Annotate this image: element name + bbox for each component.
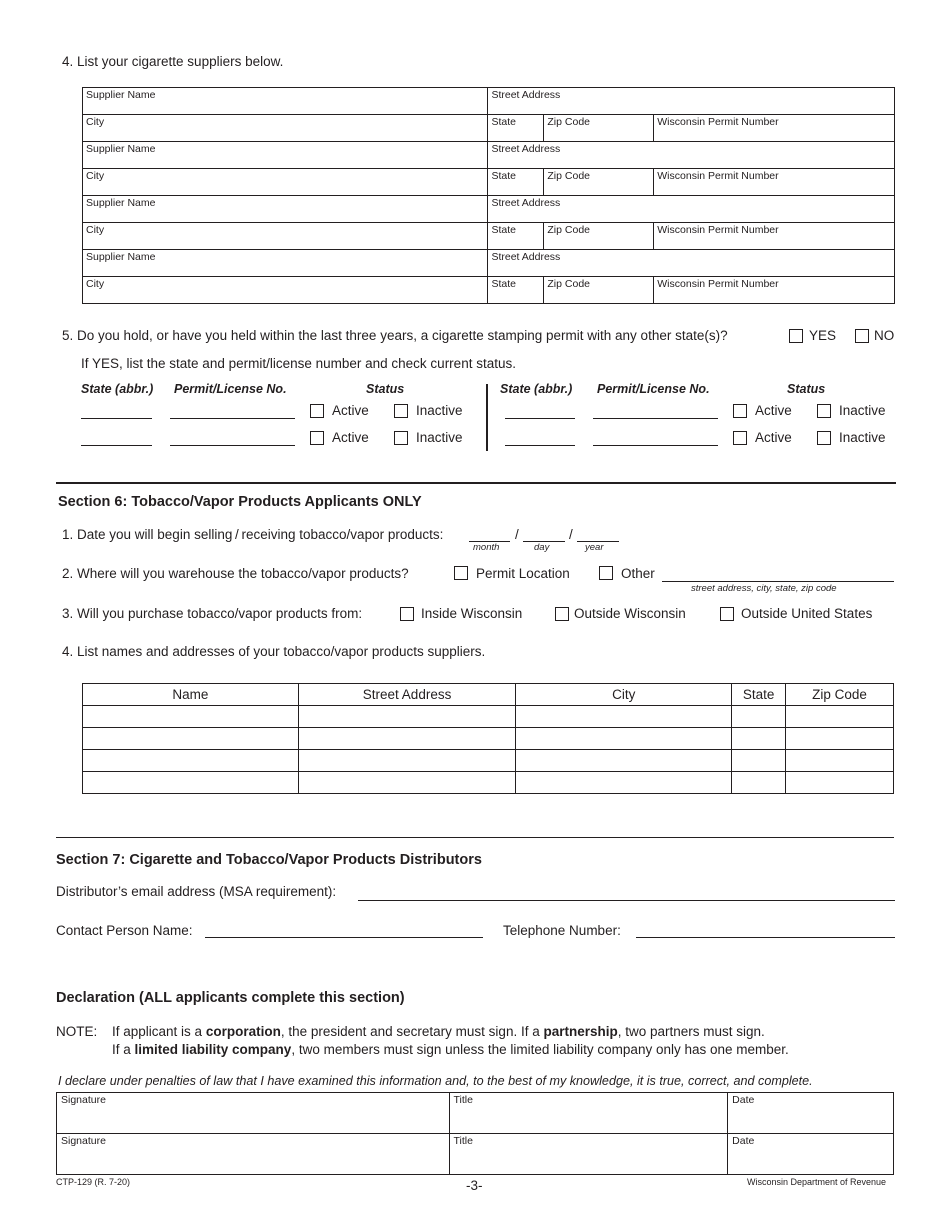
permit-location-checkbox[interactable] (454, 566, 468, 580)
state-input-cell[interactable] (732, 750, 786, 772)
header-street-address: Street Address (298, 684, 516, 706)
street-address-input-cell[interactable] (298, 706, 516, 728)
outside-us-checkbox[interactable] (720, 607, 734, 621)
name-input-cell[interactable] (83, 728, 299, 750)
supplier-name-cell[interactable]: Supplier Name (83, 250, 488, 277)
date-slash-1: / (515, 527, 519, 542)
phone-label: Telephone Number: (503, 923, 621, 938)
zip-code-input-cell[interactable] (786, 706, 894, 728)
permit-license-field[interactable] (593, 418, 718, 419)
tobacco-supplier-table (82, 683, 894, 794)
phone-field[interactable] (636, 937, 895, 938)
other-address-field[interactable] (662, 581, 894, 582)
no-label: NO (874, 328, 895, 343)
zip-cell[interactable]: Zip Code (544, 115, 654, 142)
col-state-header: State (abbr.) (500, 382, 573, 396)
name-input-cell[interactable] (83, 750, 299, 772)
city-cell[interactable]: City (83, 223, 488, 250)
active-label: Active (332, 403, 369, 418)
name-input-cell[interactable] (83, 706, 299, 728)
state-abbr-field[interactable] (505, 445, 575, 446)
active-label: Active (755, 430, 792, 445)
q4-label: 4. List your cigarette suppliers below. (62, 54, 284, 69)
state-cell[interactable]: State (488, 223, 544, 250)
street-address-input-cell[interactable] (298, 750, 516, 772)
permit-number-cell[interactable]: Wisconsin Permit Number (654, 169, 895, 196)
q5-sub: If YES, list the state and permit/license number and check current status. (81, 356, 516, 371)
col-permit-header: Permit/License No. (597, 382, 710, 396)
day-hint: day (534, 542, 550, 553)
permit-number-cell[interactable]: Wisconsin Permit Number (654, 223, 895, 250)
active-checkbox[interactable] (310, 431, 324, 445)
active-checkbox[interactable] (733, 431, 747, 445)
city-input-cell[interactable] (516, 772, 732, 794)
zip-code-input-cell[interactable] (786, 772, 894, 794)
email-field[interactable] (358, 900, 895, 901)
column-divider (486, 384, 488, 451)
form-id: CTP-129 (R. 7-20) (56, 1177, 131, 1187)
state-input-cell[interactable] (732, 772, 786, 794)
month-hint: month (473, 542, 500, 553)
section-divider (56, 482, 896, 484)
email-label: Distributor’s email address (MSA requirement): (56, 884, 337, 899)
signature-cell[interactable]: Signature (57, 1093, 450, 1134)
city-input-cell[interactable] (516, 706, 732, 728)
street-address-cell[interactable]: Street Address (488, 196, 895, 223)
yes-checkbox[interactable] (789, 329, 803, 343)
other-address-hint: street address, city, state, zip code (691, 583, 837, 594)
inactive-checkbox[interactable] (817, 431, 831, 445)
city-cell[interactable]: City (83, 169, 488, 196)
date-cell[interactable]: Date (728, 1093, 894, 1134)
no-checkbox[interactable] (855, 329, 869, 343)
inactive-label: Inactive (416, 430, 463, 445)
section7-title: Section 7: Cigarette and Tobacco/Vapor Products Distributors (56, 852, 482, 868)
zip-cell[interactable]: Zip Code (544, 169, 654, 196)
title-cell[interactable]: Title (449, 1093, 728, 1134)
supplier-name-cell[interactable]: Supplier Name (83, 142, 488, 169)
signature-cell[interactable]: Signature (57, 1134, 450, 1175)
state-cell[interactable]: State (488, 169, 544, 196)
inactive-checkbox[interactable] (394, 404, 408, 418)
declaration-statement: I declare under penalties of law that I have examined this information and, to the best of my knowledge, it is true, correct, and complete. (58, 1074, 813, 1088)
state-cell[interactable]: State (488, 277, 544, 304)
outside-us-label: Outside United States (741, 606, 873, 621)
col-status-header: Status (787, 382, 826, 396)
other-checkbox[interactable] (599, 566, 613, 580)
s6-q1-label: 1. Date you will begin selling / receiving tobacco/vapor products: (62, 527, 444, 542)
s6-q3-label: 3. Will you purchase tobacco/vapor products from: (62, 606, 363, 621)
date-cell[interactable]: Date (728, 1134, 894, 1175)
header-city: City (516, 684, 732, 706)
outside-wisconsin-label: Outside Wisconsin (574, 606, 686, 621)
city-input-cell[interactable] (516, 750, 732, 772)
title-cell[interactable]: Title (449, 1134, 728, 1175)
street-address-input-cell[interactable] (298, 728, 516, 750)
zip-cell[interactable]: Zip Code (544, 223, 654, 250)
city-cell[interactable]: City (83, 277, 488, 304)
header-zip-code: Zip Code (786, 684, 894, 706)
inactive-label: Inactive (416, 403, 463, 418)
active-checkbox[interactable] (733, 404, 747, 418)
inactive-checkbox[interactable] (817, 404, 831, 418)
outside-wisconsin-checkbox[interactable] (555, 607, 569, 621)
note-line-2: If a limited liability company, two members must sign unless the limited liability company only has one member. (112, 1042, 789, 1057)
zip-code-input-cell[interactable] (786, 728, 894, 750)
supplier-name-cell[interactable]: Supplier Name (83, 196, 488, 223)
agency-name: Wisconsin Department of Revenue (747, 1177, 887, 1187)
permit-license-field[interactable] (593, 445, 718, 446)
cigarette-supplier-table (82, 87, 895, 304)
year-hint: year (585, 542, 604, 553)
city-input-cell[interactable] (516, 728, 732, 750)
permit-license-field[interactable] (170, 445, 295, 446)
date-slash-2: / (569, 527, 573, 542)
state-abbr-field[interactable] (505, 418, 575, 419)
permit-location-label: Permit Location (476, 566, 570, 581)
state-input-cell[interactable] (732, 728, 786, 750)
zip-code-input-cell[interactable] (786, 750, 894, 772)
permit-license-field[interactable] (170, 418, 295, 419)
table-row (83, 706, 894, 728)
note-line-1: If applicant is a corporation, the president and secretary must sign. If a partnership, two partners must sign. (112, 1024, 765, 1039)
q5-label: 5. Do you hold, or have you held within the last three years, a cigarette stamping permit with any other state(s)? (62, 328, 728, 343)
col-state-header: State (abbr.) (81, 382, 154, 396)
signature-table (56, 1092, 894, 1175)
inside-wisconsin-checkbox[interactable] (400, 607, 414, 621)
permit-number-cell[interactable]: Wisconsin Permit Number (654, 115, 895, 142)
inactive-label: Inactive (839, 403, 886, 418)
declaration-title: Declaration (ALL applicants complete this section) (56, 990, 405, 1006)
note-label: NOTE: (56, 1024, 98, 1039)
city-cell[interactable]: City (83, 115, 488, 142)
zip-cell[interactable]: Zip Code (544, 277, 654, 304)
active-label: Active (755, 403, 792, 418)
active-label: Active (332, 430, 369, 445)
other-label: Other (621, 566, 655, 581)
state-cell[interactable]: State (488, 115, 544, 142)
permit-number-cell[interactable]: Wisconsin Permit Number (654, 277, 895, 304)
state-input-cell[interactable] (732, 706, 786, 728)
col-status-header: Status (366, 382, 405, 396)
inside-wisconsin-label: Inside Wisconsin (421, 606, 523, 621)
state-abbr-field[interactable] (81, 418, 152, 419)
inactive-checkbox[interactable] (394, 431, 408, 445)
supplier-name-cell[interactable]: Supplier Name (83, 88, 488, 115)
table-row (83, 772, 894, 794)
section6-title: Section 6: Tobacco/Vapor Products Applicants ONLY (58, 494, 422, 510)
s6-q4-label: 4. List names and addresses of your tobacco/vapor products suppliers. (62, 644, 486, 659)
street-address-input-cell[interactable] (298, 772, 516, 794)
street-address-cell[interactable]: Street Address (488, 142, 895, 169)
state-abbr-field[interactable] (81, 445, 152, 446)
col-permit-header: Permit/License No. (174, 382, 287, 396)
table-row (83, 728, 894, 750)
yes-label: YES (809, 328, 837, 343)
section-divider (56, 837, 894, 838)
street-address-cell[interactable]: Street Address (488, 88, 895, 115)
inactive-label: Inactive (839, 430, 886, 445)
table-row (83, 750, 894, 772)
page-number: -3- (466, 1178, 483, 1193)
street-address-cell[interactable]: Street Address (488, 250, 895, 277)
header-name: Name (83, 684, 299, 706)
name-input-cell[interactable] (83, 772, 299, 794)
active-checkbox[interactable] (310, 404, 324, 418)
s6-q2-label: 2. Where will you warehouse the tobacco/vapor products? (62, 566, 409, 581)
contact-name-field[interactable] (205, 937, 483, 938)
contact-label: Contact Person Name: (56, 923, 193, 938)
header-state: State (732, 684, 786, 706)
